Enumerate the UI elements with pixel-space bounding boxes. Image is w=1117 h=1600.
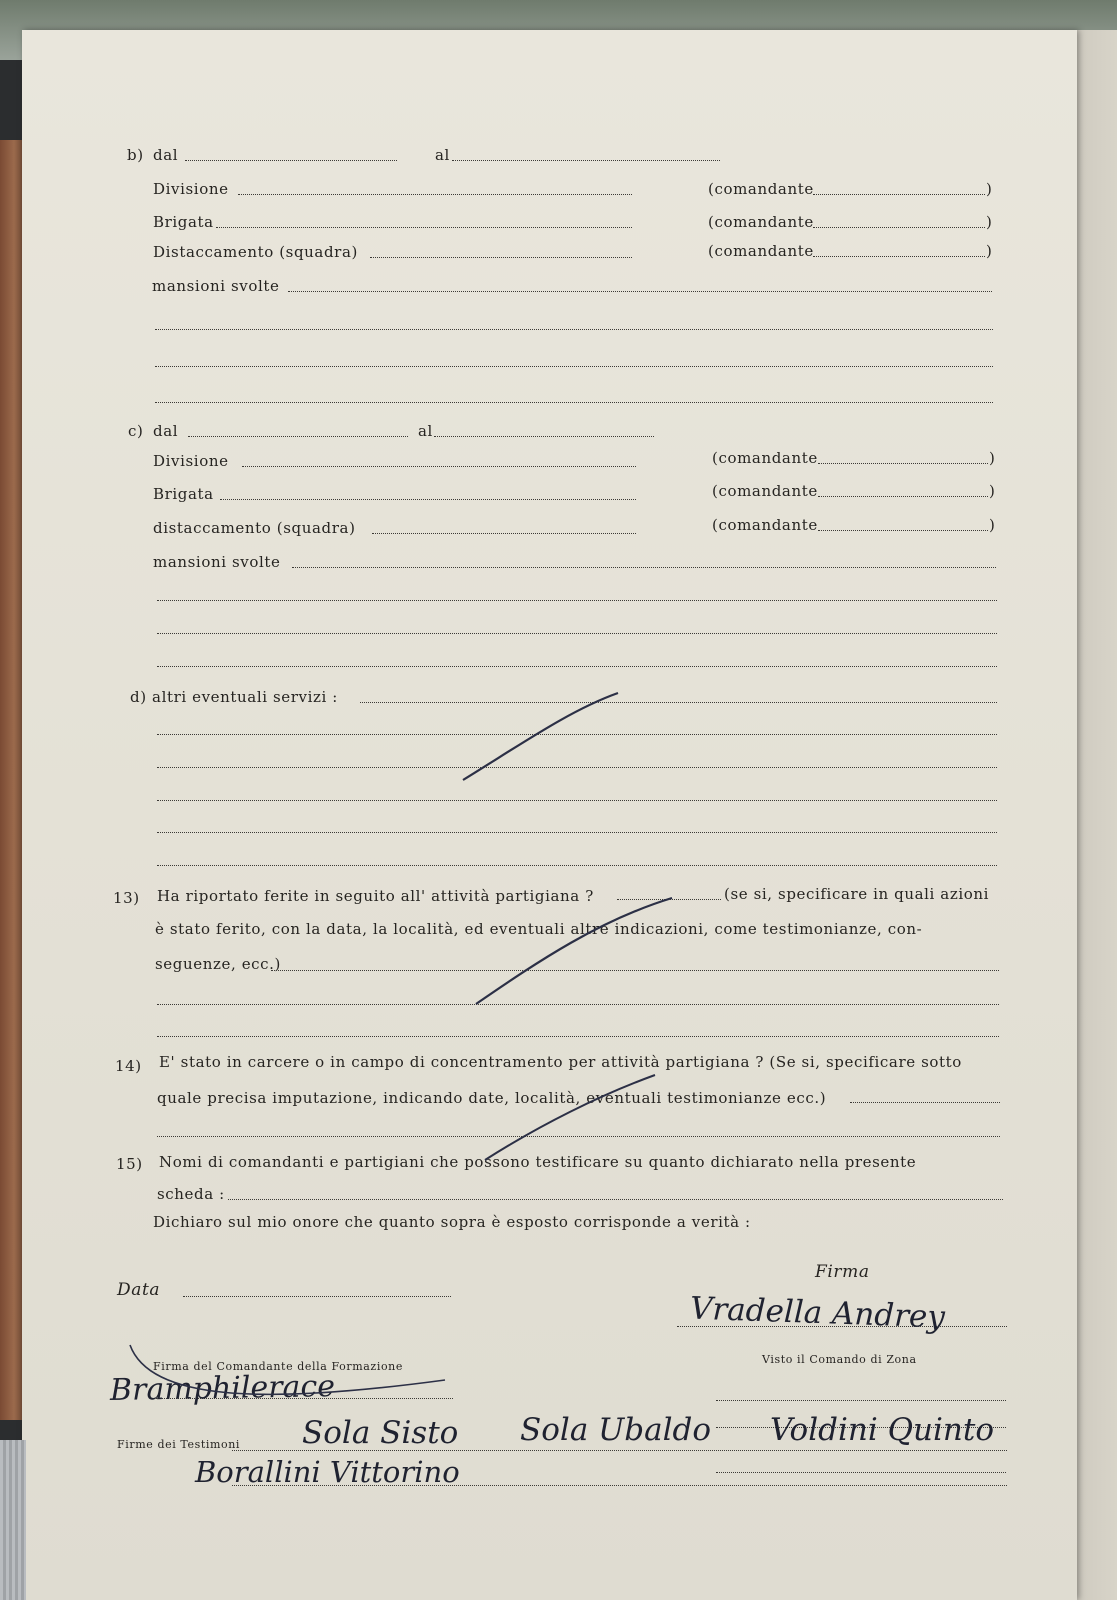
section-c-dal: dal: [153, 422, 179, 440]
section-b-brigata: Brigata: [153, 213, 214, 231]
strike-q14: [485, 1075, 655, 1160]
q13-line3: seguenze, ecc.): [155, 955, 281, 973]
q13-line2: è stato ferito, con la data, la località, ed eventuali altre indicazioni, come testimonianze, con-: [155, 920, 923, 938]
section-c-close-3: ): [989, 516, 996, 534]
q14-line1: E' stato in carcere o in campo di concentramento per attività partigiana ? (Se si, specificare sotto: [159, 1053, 962, 1071]
section-b-mansioni: mansioni svolte: [152, 277, 280, 295]
q13-line1: Ha riportato ferite in seguito all' attività partigiana ?: [157, 887, 594, 905]
section-b-close-1: ): [986, 180, 993, 198]
section-b-divisione: Divisione: [153, 180, 229, 198]
section-b-distaccamento: Distaccamento (squadra): [153, 243, 358, 261]
signature-main: Vradella Andrey: [689, 1290, 946, 1336]
signature-commander: Bramphilerace: [109, 1369, 336, 1408]
section-c-comandante-1: (comandante: [712, 449, 818, 467]
section-c-prefix: c): [128, 422, 144, 440]
section-c-close-1: ): [989, 449, 996, 467]
signature-witness-3: Voldini Quinto: [770, 1412, 994, 1448]
signature-witness-4: Borallini Vittorino: [195, 1455, 460, 1489]
section-b-close-2: ): [986, 213, 993, 231]
visto-label: Visto il Comando di Zona: [762, 1353, 917, 1366]
q14-number: 14): [115, 1057, 142, 1075]
section-c-comandante-2: (comandante: [712, 482, 818, 500]
comandante-formazione-label: Firma del Comandante della Formazione: [153, 1360, 403, 1373]
q15-number: 15): [116, 1155, 143, 1173]
q13-number: 13): [113, 889, 140, 907]
section-d-label: d) altri eventuali servizi :: [130, 688, 338, 706]
section-c-comandante-3: (comandante: [712, 516, 818, 534]
section-b-prefix: b): [127, 146, 144, 164]
section-b-comandante-3: (comandante: [708, 242, 814, 260]
section-c-distaccamento: distaccamento (squadra): [153, 519, 356, 537]
section-b-al: al: [435, 146, 450, 164]
testimoni-label: Firme dei Testimoni: [117, 1438, 241, 1451]
firma-label: Firma: [815, 1262, 870, 1282]
declaration-text: Dichiaro sul mio onore che quanto sopra è esposto corrisponde a verità :: [153, 1213, 751, 1231]
section-b-comandante-1: (comandante: [708, 180, 814, 198]
signature-witness-1: Sola Sisto: [302, 1415, 459, 1451]
q14-line2: quale precisa imputazione, indicando date, località, eventuali testimonianze ecc.): [157, 1089, 827, 1107]
signature-flourish-commander: [130, 1345, 445, 1394]
q15-line2: scheda :: [157, 1185, 225, 1203]
data-label: Data: [117, 1280, 161, 1300]
q13-line1b: (se si, specificare in quali azioni: [724, 885, 990, 903]
strike-q13: [476, 898, 672, 1004]
strike-section-d: [463, 693, 618, 780]
section-c-al: al: [418, 422, 433, 440]
section-c-divisione: Divisione: [153, 452, 229, 470]
section-c-brigata: Brigata: [153, 485, 214, 503]
section-b-comandante-2: (comandante: [708, 213, 814, 231]
section-b-close-3: ): [986, 242, 993, 260]
q15-line1: Nomi di comandanti e partigiani che possono testificare su quanto dichiarato nella presente: [159, 1153, 917, 1171]
signature-witness-2: Sola Ubaldo: [520, 1412, 712, 1448]
section-c-close-2: ): [989, 482, 996, 500]
section-c-mansioni: mansioni svolte: [153, 553, 281, 571]
section-b-dal: dal: [153, 146, 179, 164]
